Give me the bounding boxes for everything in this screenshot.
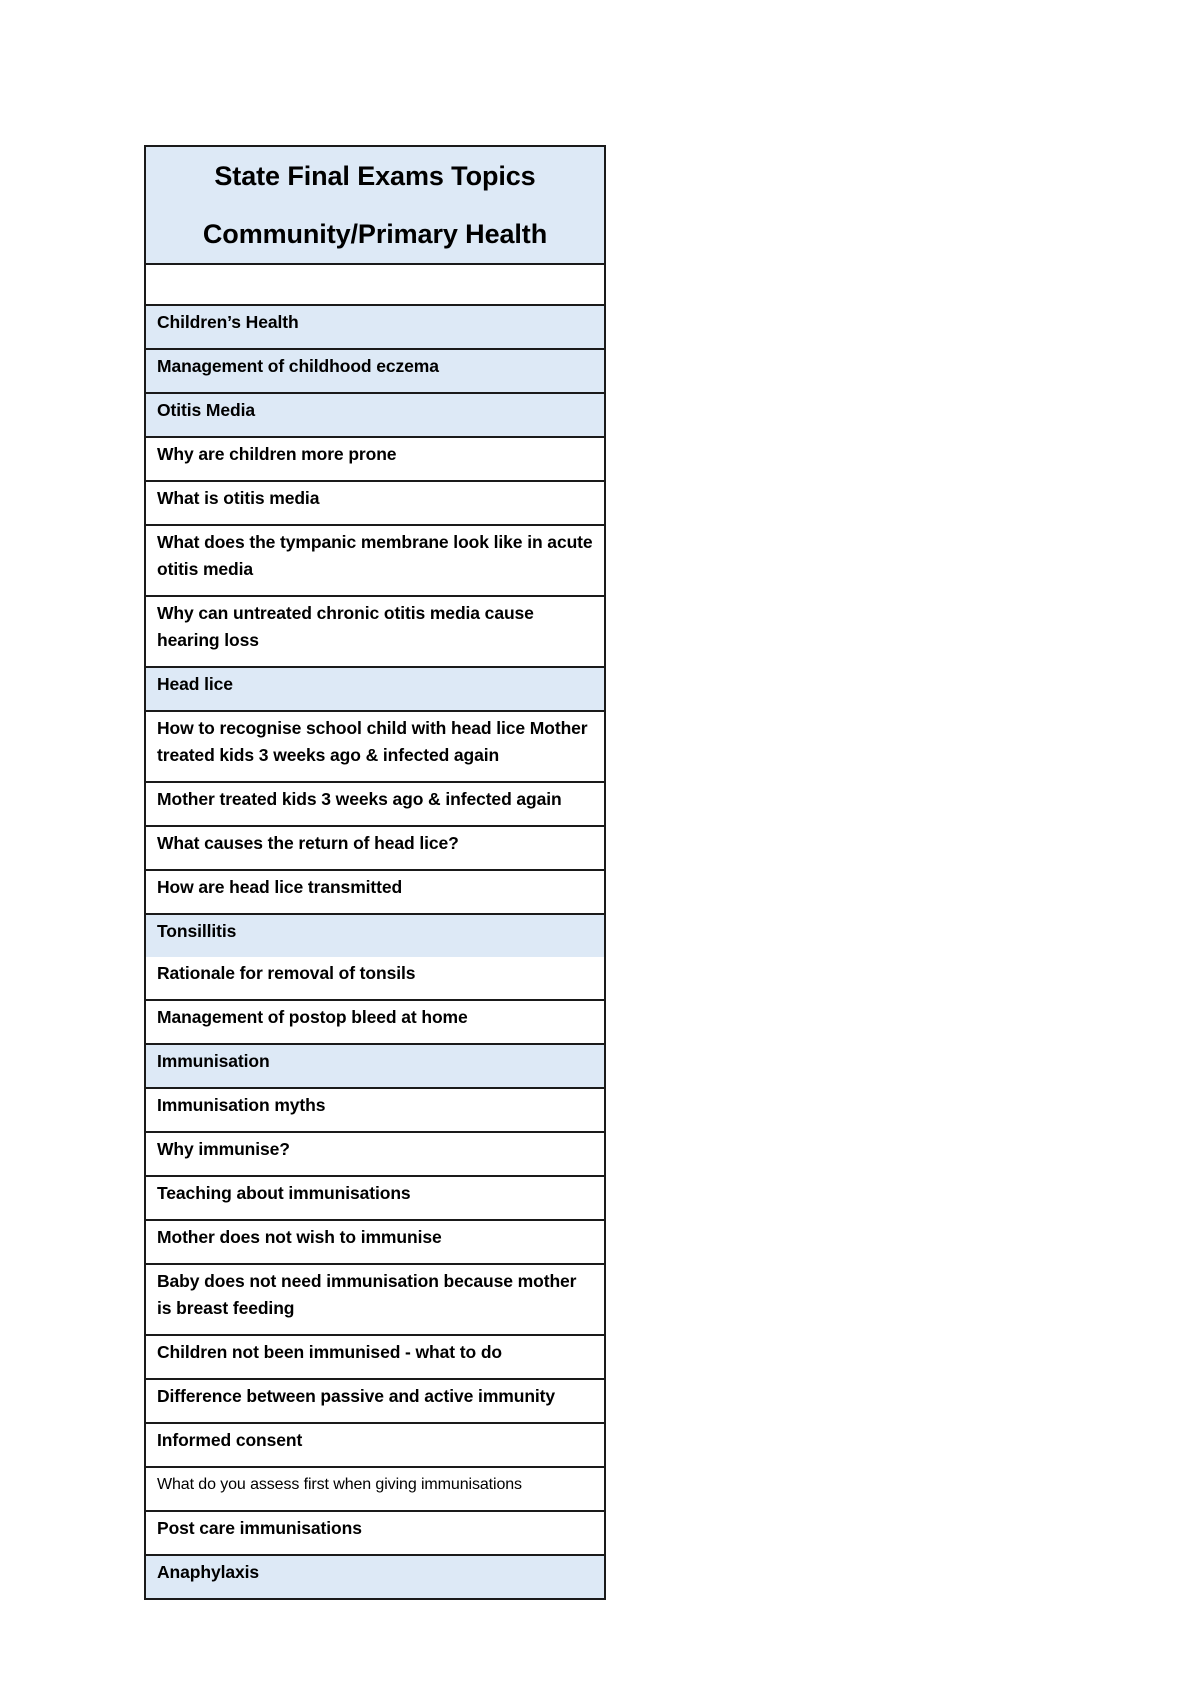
document-title: State Final Exams Topics (214, 161, 536, 191)
table-title-cell (145, 146, 605, 264)
topic-cell: Informed consent (145, 1423, 605, 1467)
topic-cell: Children not been immunised - what to do (145, 1335, 605, 1379)
topic-cell: Baby does not need immunisation because mother is breast feeding (145, 1264, 605, 1335)
topic-row (145, 596, 605, 667)
topic-cell: Management of postop bleed at home (145, 1000, 605, 1044)
topic-row (145, 481, 605, 525)
document-subtitle: Community/Primary Health (202, 219, 548, 249)
topic-cell: What causes the return of head lice? (145, 826, 605, 870)
section-heading-cell: Children’s Health (145, 305, 605, 349)
table-header-row (145, 146, 605, 264)
topic-row (145, 957, 605, 1000)
topic-cell: Post care immunisations (145, 1511, 605, 1555)
blank-cell (145, 264, 605, 305)
section-heading-cell: Otitis Media (145, 393, 605, 437)
topic-row (145, 1335, 605, 1379)
section-heading-row (145, 349, 605, 393)
topic-row (145, 782, 605, 826)
section-heading-cell: Head lice (145, 667, 605, 711)
section-heading-row (145, 1555, 605, 1599)
topic-cell: Immunisation myths (145, 1088, 605, 1132)
topic-row (145, 1132, 605, 1176)
topic-row (145, 870, 605, 914)
topic-row (145, 1000, 605, 1044)
section-heading-row (145, 1044, 605, 1088)
topics-table-body (145, 146, 605, 1599)
section-heading-row (145, 393, 605, 437)
section-heading-row (145, 667, 605, 711)
topic-row (145, 1088, 605, 1132)
topic-row (145, 1220, 605, 1264)
topic-cell: Teaching about immunisations (145, 1176, 605, 1220)
section-heading-cell: Anaphylaxis (145, 1555, 605, 1599)
topic-row (145, 525, 605, 596)
section-heading-row (145, 914, 605, 957)
topic-cell: Mother does not wish to immunise (145, 1220, 605, 1264)
topic-cell: How to recognise school child with head lice Mother treated kids 3 weeks ago & infected again (145, 711, 605, 782)
topic-cell: Why are children more prone (145, 437, 605, 481)
topic-row (145, 437, 605, 481)
section-heading-cell: Tonsillitis (145, 914, 605, 957)
topic-row (145, 1264, 605, 1335)
topic-row (145, 1379, 605, 1423)
topic-row (145, 1176, 605, 1220)
topic-cell: Rationale for removal of tonsils (145, 957, 605, 1000)
topic-row (145, 711, 605, 782)
topic-cell: What does the tympanic membrane look like in acute otitis media (145, 525, 605, 596)
topic-row (145, 1423, 605, 1467)
section-heading-cell: Immunisation (145, 1044, 605, 1088)
topic-row (145, 1511, 605, 1555)
blank-row (145, 264, 605, 305)
section-heading-row (145, 305, 605, 349)
topic-row (145, 826, 605, 870)
section-heading-cell: Management of childhood eczema (145, 349, 605, 393)
topic-cell: Why immunise? (145, 1132, 605, 1176)
topic-row (145, 1467, 605, 1511)
topic-cell: Difference between passive and active immunity (145, 1379, 605, 1423)
topic-cell: How are head lice transmitted (145, 870, 605, 914)
topic-cell: Why can untreated chronic otitis media cause hearing loss (145, 596, 605, 667)
topic-cell: Mother treated kids 3 weeks ago & infected again (145, 782, 605, 826)
topics-table (144, 145, 606, 1600)
topic-cell: What is otitis media (145, 481, 605, 525)
topic-cell: What do you assess first when giving immunisations (145, 1467, 605, 1511)
